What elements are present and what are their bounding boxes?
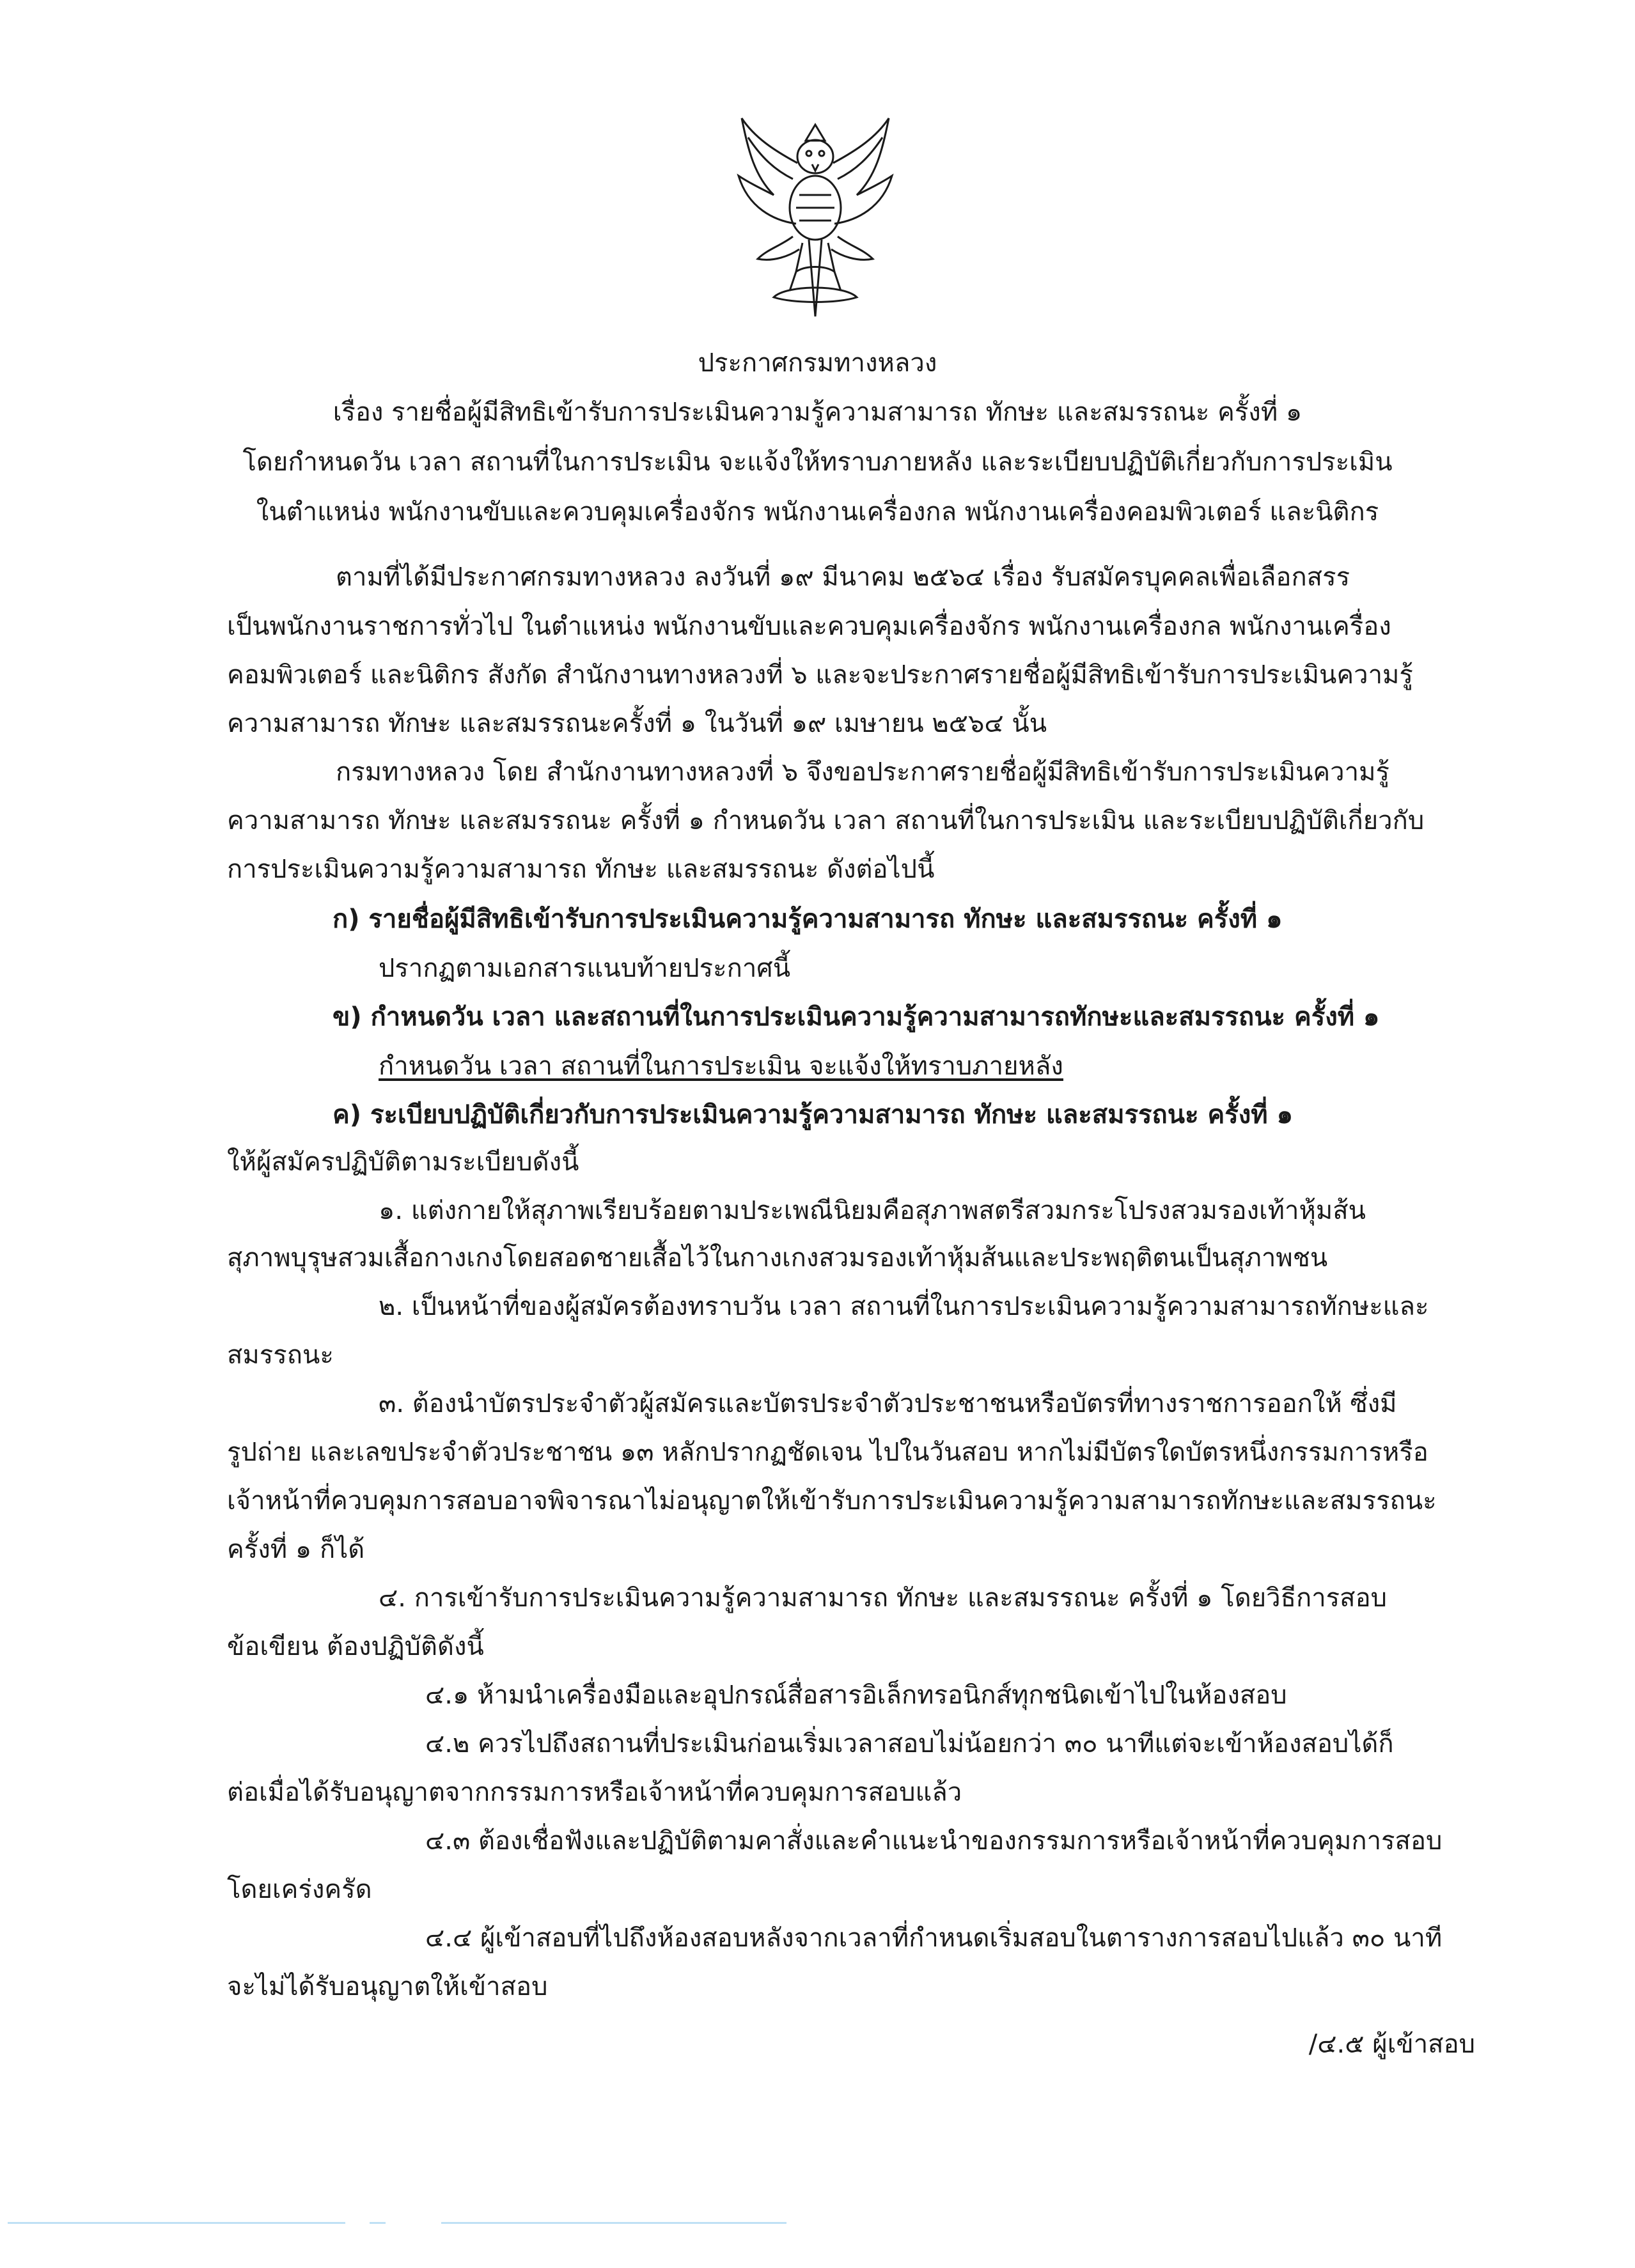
rule-4-4-line-1: ๔.๔ ผู้เข้าสอบที่ไปถึงห้องสอบหลังจากเวลาที่กำหนดเริ่มสอบในตารางการสอบไปแล้ว ๓๐ นาที — [425, 1923, 1443, 1953]
subject-line-2: โดยกำหนดวัน เวลา สถานที่ในการประเมิน จะแจ้งให้ทราบภายหลัง และระเบียบปฏิบัติเกี่ยวกับการประเมิน — [242, 447, 1393, 477]
intro-paragraph-2-line-3: การประเมินความรู้ความสามารถ ทักษะ และสมรรถนะ ดังต่อไปนี้ — [227, 855, 935, 884]
rule-4-1: ๔.๑ ห้ามนำเครื่องมือและอุปกรณ์สื่อสารอิเล็กทรอนิกส์ทุกชนิดเข้าไปในห้องสอบ — [425, 1681, 1287, 1710]
rule-4-3-line-2: โดยเคร่งครัด — [227, 1875, 372, 1904]
rule-2-line-1: ๒. เป็นหน้าที่ของผู้สมัครต้องทราบวัน เวลา สถานที่ในการประเมินความรู้ความสามารถทักษะและ — [379, 1292, 1429, 1321]
intro-paragraph-1-line-1: ตามที่ได้มีประกาศกรมทางหลวง ลงวันที่ ๑๙ มีนาคม ๒๕๖๔ เรื่อง รับสมัครบุคคลเพื่อเลือกสรร — [336, 563, 1350, 592]
announcement-title: ประกาศกรมทางหลวง — [698, 348, 937, 378]
scan-edge-line — [8, 2222, 345, 2224]
rule-3-line-3: เจ้าหน้าที่ควบคุมการสอบอาจพิจารณาไม่อนุญาตให้เข้ารับการประเมินความรู้ความสามารถทักษะและสมรรถนะ — [227, 1486, 1437, 1516]
garuda-emblem-icon — [729, 112, 902, 323]
section-b-title: ข) กำหนดวัน เวลา และสถานที่ในการประเมินความรู้ความสามารถทักษะและสมรรถนะ ครั้งที่ ๑ — [332, 1002, 1380, 1032]
intro-paragraph-1-line-2: เป็นพนักงานราชการทั่วไป ในตำแหน่ง พนักงานขับและควบคุมเครื่องจักร พนักงานเครื่องกล พนักงานเครื่อง — [227, 612, 1391, 641]
scan-edge-line — [441, 2222, 786, 2224]
continuation-note: /๔.๕ ผู้เข้าสอบ — [1308, 2030, 1475, 2059]
rule-3-line-4: ครั้งที่ ๑ ก็ได้ — [227, 1535, 365, 1564]
rule-4-4-line-2: จะไม่ได้รับอนุญาตให้เข้าสอบ — [227, 1972, 548, 2001]
rule-4-2-line-1: ๔.๒ ควรไปถึงสถานที่ประเมินก่อนเริ่มเวลาสอบไม่น้อยกว่า ๓๐ นาทีแต่จะเข้าห้องสอบได้ก็ — [425, 1729, 1394, 1759]
scan-edge-line — [370, 2222, 386, 2224]
section-a-body: ปรากฏตามเอกสารแนบท้ายประกาศนี้ — [379, 954, 791, 983]
intro-paragraph-2-line-1: กรมทางหลวง โดย สำนักงานทางหลวงที่ ๖ จึงขอประกาศรายชื่อผู้มีสิทธิเข้ารับการประเมินความรู้ — [336, 757, 1389, 787]
section-a-title: ก) รายชื่อผู้มีสิทธิเข้ารับการประเมินความรู้ความสามารถ ทักษะ และสมรรถนะ ครั้งที่ ๑ — [332, 905, 1283, 934]
rule-4-line-1: ๔. การเข้ารับการประเมินความรู้ความสามารถ ทักษะ และสมรรถนะ ครั้งที่ ๑ โดยวิธีการสอบ — [379, 1583, 1387, 1613]
section-c-title: ค) ระเบียบปฏิบัติเกี่ยวกับการประเมินความรู้ความสามารถ ทักษะ และสมรรถนะ ครั้งที่ ๑ — [332, 1100, 1293, 1130]
intro-paragraph-1-line-3: คอมพิวเตอร์ และนิติกร สังกัด สำนักงานทางหลวงที่ ๖ และจะประกาศรายชื่อผู้มีสิทธิเข้ารับการประเมินความรู้ — [227, 660, 1413, 690]
subject-line-1: เรื่อง รายชื่อผู้มีสิทธิเข้ารับการประเมินความรู้ความสามารถ ทักษะ และสมรรถนะ ครั้งที่ ๑ — [332, 398, 1303, 427]
rule-2-line-2: สมรรถนะ — [227, 1340, 334, 1370]
rule-4-2-line-2: ต่อเมื่อได้รับอนุญาตจากกรรมการหรือเจ้าหน้าที่ควบคุมการสอบแล้ว — [227, 1778, 962, 1807]
intro-paragraph-1-line-4: ความสามารถ ทักษะ และสมรรถนะครั้งที่ ๑ ในวันที่ ๑๙ เมษายน ๒๕๖๔ นั้น — [227, 709, 1047, 738]
rule-1-line-2: สุภาพบุรุษสวมเสื้อกางเกงโดยสอดชายเสื้อไว้ในกางเกงสวมรองเท้าหุ้มส้นและประพฤติตนเป็นสุภาพชน — [227, 1243, 1328, 1273]
rule-4-3-line-1: ๔.๓ ต้องเชื่อฟังและปฏิบัติตามคาสั่งและคำแนะนำของกรรมการหรือเจ้าหน้าที่ควบคุมการสอบ — [425, 1826, 1443, 1856]
rule-3-line-1: ๓. ต้องนำบัตรประจำตัวผู้สมัครและบัตรประจำตัวประชาชนหรือบัตรที่ทางราชการออกให้ ซึ่งมี — [379, 1389, 1397, 1418]
section-b-body: กำหนดวัน เวลา สถานที่ในการประเมิน จะแจ้งให้ทราบภายหลัง — [379, 1052, 1063, 1081]
rule-3-line-2: รูปถ่าย และเลขประจำตัวประชาชน ๑๓ หลักปรากฏชัดเจน ไปในวันสอบ หากไม่มีบัตรใดบัตรหนึ่งกรรมการหรือ — [227, 1438, 1428, 1467]
intro-paragraph-2-line-2: ความสามารถ ทักษะ และสมรรถนะ ครั้งที่ ๑ กำหนดวัน เวลา สถานที่ในการประเมิน และระเบียบปฏิบัติเกี่ยวกับ — [227, 806, 1425, 835]
subject-line-3: ในตำแหน่ง พนักงานขับและควบคุมเครื่องจักร พนักงานเครื่องกล พนักงานเครื่องคอมพิวเตอร์ และนิติกร — [256, 497, 1379, 527]
section-c-intro: ให้ผู้สมัครปฏิบัติตามระเบียบดังนี้ — [227, 1147, 579, 1177]
rule-4-line-2: ข้อเขียน ต้องปฏิบัติดังนี้ — [227, 1632, 484, 1661]
rule-1-line-1: ๑. แต่งกายให้สุภาพเรียบร้อยตามประเพณีนิยมคือสุภาพสตรีสวมกระโปรงสวมรองเท้าหุ้มส้น — [379, 1196, 1366, 1225]
